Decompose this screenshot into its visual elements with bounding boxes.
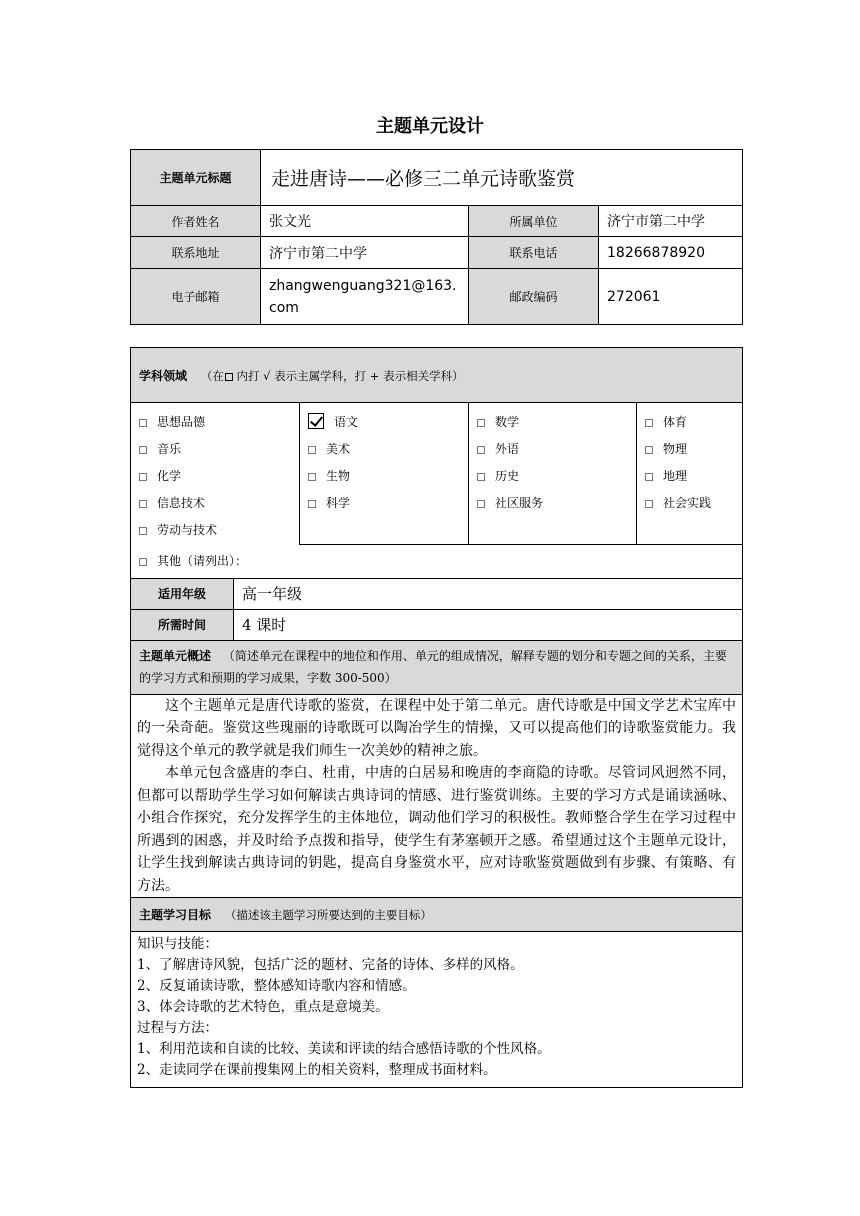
- checkbox-icon[interactable]: [308, 500, 316, 508]
- subject-option-label: 外语: [495, 442, 520, 456]
- document-title: 主题单元设计: [376, 116, 484, 137]
- subject-option-label: 物理: [663, 442, 688, 456]
- subject-col-2: [300, 403, 469, 545]
- subject-option[interactable]: [131, 409, 299, 436]
- checkbox-icon[interactable]: [645, 500, 653, 508]
- subject-option-label: 生物: [326, 469, 351, 483]
- goals-note: （描述该主题学习所要达到的主要目标）: [224, 908, 432, 922]
- subject-option[interactable]: [300, 490, 468, 517]
- address-label: 联系地址: [131, 237, 261, 269]
- checkbox-icon[interactable]: [139, 446, 147, 454]
- time-label: 所需时间: [131, 609, 234, 640]
- checkbox-icon[interactable]: [139, 558, 147, 566]
- email-value-line2: com: [269, 299, 299, 316]
- goals-label: 主题学习目标: [139, 908, 212, 922]
- subject-option-label: 社会实践: [663, 496, 712, 510]
- postcode-label: 邮政编码: [469, 269, 599, 325]
- checkbox-icon[interactable]: [645, 473, 653, 481]
- grade-label: 适用年级: [131, 578, 234, 609]
- email-value: [261, 269, 469, 325]
- subject-option-label: 音乐: [157, 442, 182, 456]
- subject-option[interactable]: [469, 409, 636, 436]
- grade-value: 高一年级: [234, 578, 743, 609]
- design-table: [130, 347, 743, 1088]
- subject-header-note: 内打 √ 表示主属学科，打 + 表示相关学科）: [232, 368, 464, 383]
- subject-option[interactable]: [131, 463, 299, 490]
- subject-option-other[interactable]: [131, 548, 742, 575]
- subject-other-row: [131, 544, 743, 578]
- subject-option-label: 科学: [326, 496, 351, 510]
- subject-option-checked[interactable]: [300, 409, 468, 436]
- subject-col-1: [131, 403, 300, 545]
- checkbox-icon[interactable]: [139, 527, 147, 535]
- subject-option-label: 体育: [663, 415, 688, 429]
- subject-option-label: 社区服务: [495, 496, 544, 510]
- overview-header: [131, 640, 743, 694]
- subject-option-label: 化学: [157, 469, 182, 483]
- subject-header-label: 学科领域: [139, 368, 188, 383]
- subject-option[interactable]: [469, 463, 636, 490]
- phone-label: 联系电话: [469, 237, 599, 269]
- overview-body: [131, 694, 743, 898]
- subject-other-label: 其他（请列出）：: [157, 553, 248, 568]
- checkbox-icon[interactable]: [139, 500, 147, 508]
- goals-line: 过程与方法：: [137, 1020, 218, 1036]
- overview-label: 主题单元概述: [139, 649, 212, 663]
- checkbox-icon[interactable]: [477, 419, 485, 427]
- checkbox-icon[interactable]: [477, 473, 485, 481]
- goals-line: 知识与技能：: [137, 936, 218, 952]
- subject-option-label: 劳动与技术: [157, 523, 218, 537]
- subject-option[interactable]: [131, 436, 299, 463]
- overview-paragraph: 本单元包含盛唐的李白、杜甫，中唐的白居易和晚唐的李商隐的诗歌。尽管词风迥然不同，但都可以帮助学生学习如何解读古典诗词的情感、进行鉴赏训练。主要的学习方式是诵读涵咏、小组合作探究，充分发挥学生的主体地位，调动他们学习的积极性。教师整合学生在学习过程中所遇到的困惑，并及时给予点拨和指导，使学生有茅塞顿开之感。希望通过这个主题单元设计，让学生找到解读古典诗词的钥匙，提高自身鉴赏水平，应对诗歌鉴赏题做到有步骤、有策略、有方法。: [137, 765, 736, 894]
- goals-line: 1、利用范读和自读的比较、美读和评读的结合感悟诗歌的个性风格。: [137, 1041, 551, 1057]
- goals-line: 2、走读同学在课前搜集网上的相关资料，整理成书面材料。: [137, 1062, 497, 1078]
- checkbox-icon[interactable]: [645, 419, 653, 427]
- subject-header-note-prefix: （在: [200, 368, 224, 383]
- checkbox-icon[interactable]: [139, 419, 147, 427]
- unit-title-label: 主题单元标题: [131, 150, 261, 206]
- subject-header: [131, 348, 743, 403]
- subject-option[interactable]: [300, 436, 468, 463]
- goals-header: [131, 898, 743, 932]
- author-value: 张文光: [261, 206, 469, 237]
- address-value: 济宁市第二中学: [261, 237, 469, 269]
- checkbox-icon[interactable]: [139, 473, 147, 481]
- subject-option-label: 美术: [326, 442, 351, 456]
- checked-checkbox-icon[interactable]: [308, 413, 324, 429]
- goals-body: [131, 932, 743, 1088]
- goals-line: 3、体会诗歌的艺术特色，重点是意境美。: [137, 999, 389, 1015]
- subject-option[interactable]: [131, 517, 299, 544]
- unit-label: 所属单位: [469, 206, 599, 237]
- unit-title-value: 走进唐诗——必修三二单元诗歌鉴赏: [261, 150, 743, 206]
- subject-option[interactable]: [637, 463, 742, 490]
- empty-box-icon: [225, 373, 233, 381]
- checkbox-icon[interactable]: [308, 473, 316, 481]
- overview-note: （简述单元在课程中的地位和作用、单元的组成情况，解释专题的划分和专题之间的关系，主要的学习方式和预期的学习成果，字数 300-500）: [139, 649, 727, 685]
- postcode-value: 272061: [599, 269, 743, 325]
- subject-option-label: 数学: [495, 415, 520, 429]
- email-value-line1: zhangwenguang321@163.: [269, 277, 457, 294]
- subject-option-label: 思想品德: [157, 415, 206, 429]
- overview-paragraph: 这个主题单元是唐代诗歌的鉴赏，在课程中处于第二单元。唐代诗歌是中国文学艺术宝库中的一朵奇葩。鉴赏这些瑰丽的诗歌既可以陶冶学生的情操，又可以提高他们的诗歌鉴赏能力。我觉得这个单元的教学就是我们师生一次美妙的精神之旅。: [137, 697, 736, 759]
- subject-option[interactable]: [469, 490, 636, 517]
- subject-option[interactable]: [300, 463, 468, 490]
- phone-value: 18266878920: [599, 237, 743, 269]
- checkbox-icon[interactable]: [308, 446, 316, 454]
- time-value: 4 课时: [234, 609, 743, 640]
- subject-option[interactable]: [637, 436, 742, 463]
- info-table: [130, 149, 743, 325]
- goals-line: 2、反复诵读诗歌，整体感知诗歌内容和情感。: [137, 978, 416, 994]
- subject-option-label: 语文: [334, 415, 359, 429]
- subject-option[interactable]: [637, 409, 742, 436]
- checkbox-icon[interactable]: [477, 500, 485, 508]
- subject-option-label: 地理: [663, 469, 688, 483]
- subject-option[interactable]: [637, 490, 742, 517]
- email-label: 电子邮箱: [131, 269, 261, 325]
- subject-option[interactable]: [131, 490, 299, 517]
- goals-line: 1、了解唐诗风貌，包括广泛的题材、完备的诗体、多样的风格。: [137, 957, 524, 973]
- checkbox-icon[interactable]: [477, 446, 485, 454]
- unit-value: 济宁市第二中学: [599, 206, 743, 237]
- checkbox-icon[interactable]: [645, 446, 653, 454]
- subject-col-4: [637, 403, 743, 545]
- author-label: 作者姓名: [131, 206, 261, 237]
- subject-option-label: 历史: [495, 469, 520, 483]
- subject-option[interactable]: [469, 436, 636, 463]
- subject-col-3: [469, 403, 637, 545]
- subject-option-label: 信息技术: [157, 496, 206, 510]
